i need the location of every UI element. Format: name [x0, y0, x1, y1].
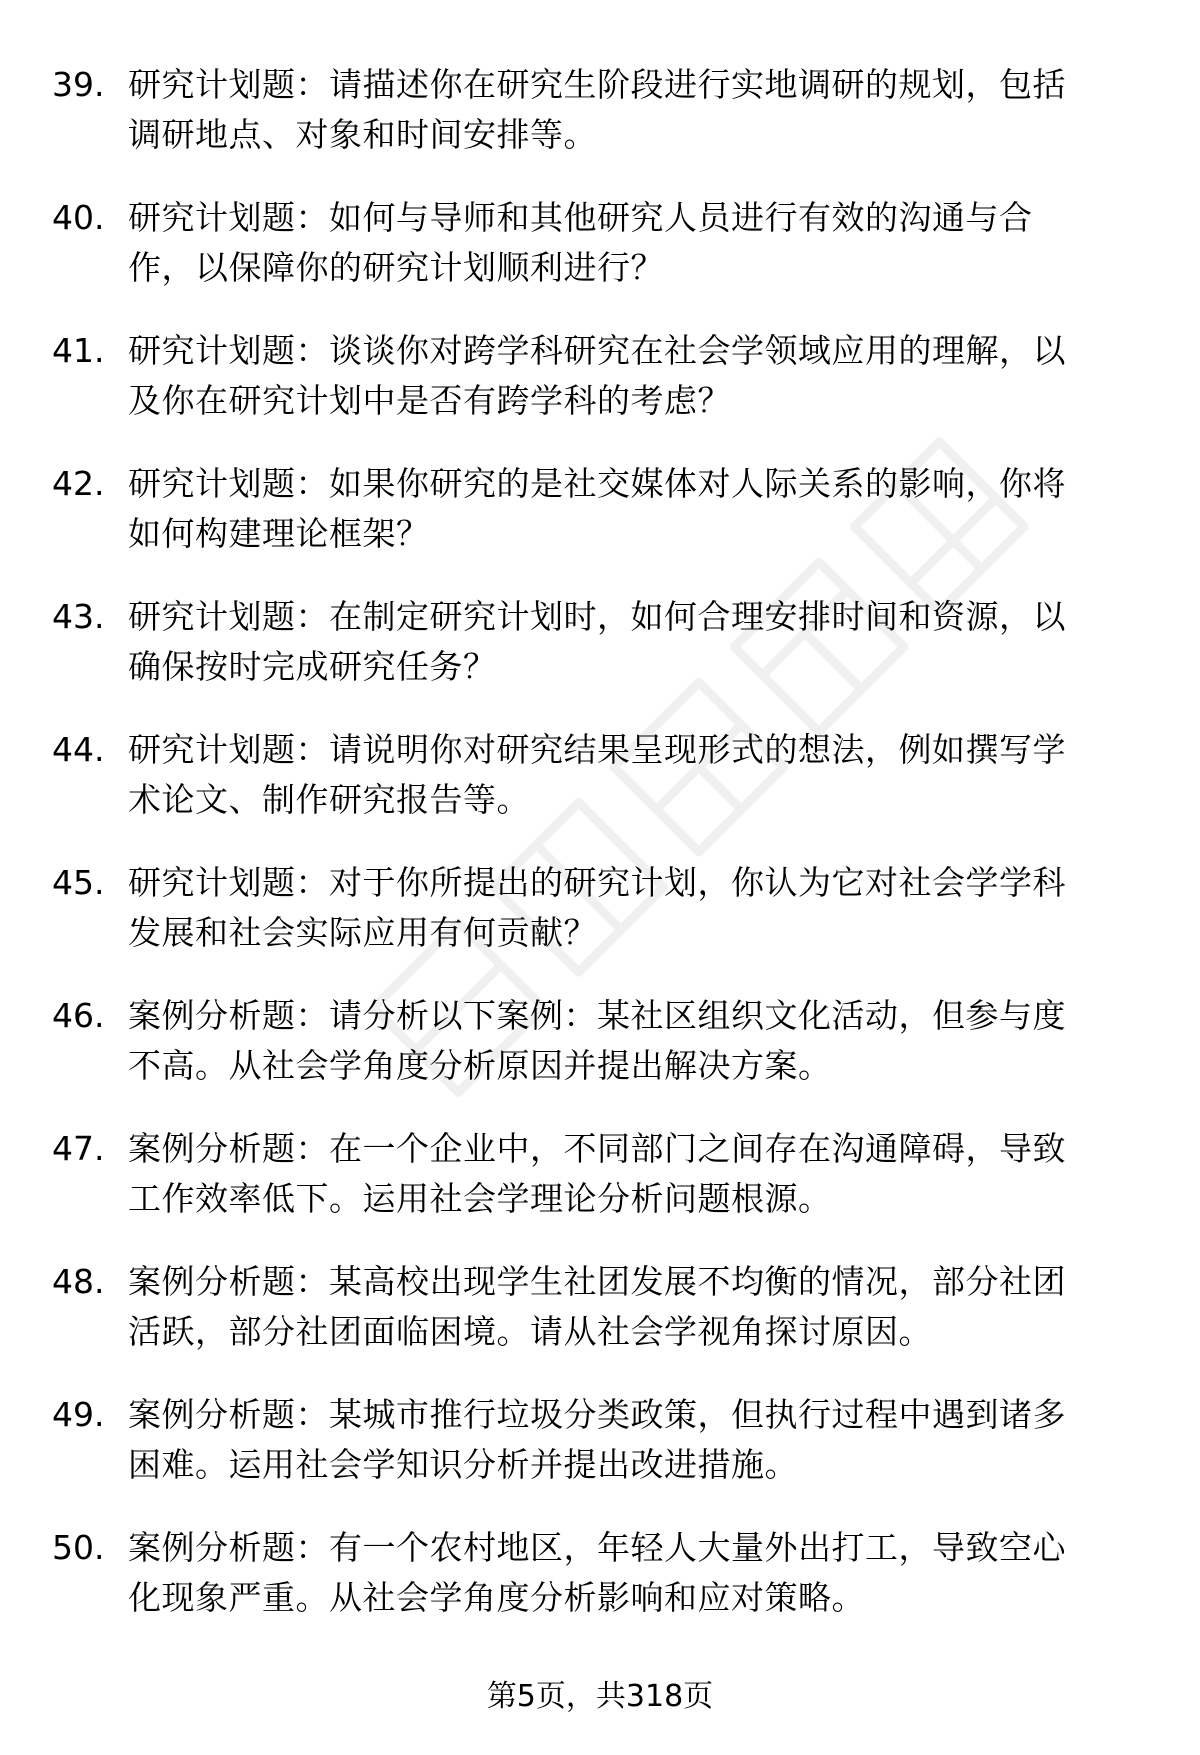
question-text [128, 1523, 1138, 1623]
question-text-line: 及你在研究计划中是否有跨学科的考虑？ [128, 381, 731, 420]
question-list [0, 60, 1200, 1656]
question-number: 39. [52, 65, 105, 104]
question-text-line: 案例分析题：某城市推行垃圾分类政策，但执行过程中遇到诸多 [128, 1395, 1066, 1434]
question-text-line: 研究计划题：谈谈你对跨学科研究在社会学领域应用的理解，以 [128, 331, 1066, 370]
question-item [0, 193, 1200, 296]
question-text-line: 确保按时完成研究任务？ [128, 647, 497, 686]
question-number: 44. [52, 730, 105, 769]
question-text [128, 1257, 1138, 1357]
question-item [0, 60, 1200, 163]
question-item [0, 326, 1200, 429]
question-text [128, 1124, 1138, 1224]
question-text [128, 991, 1138, 1091]
question-number: 43. [52, 597, 105, 636]
question-item [0, 1257, 1200, 1360]
question-text-line: 案例分析题：请分析以下案例：某社区组织文化活动，但参与度 [128, 996, 1066, 1035]
question-number: 49. [52, 1395, 105, 1434]
question-text [128, 858, 1138, 958]
question-item [0, 1390, 1200, 1493]
question-text-line: 研究计划题：请描述你在研究生阶段进行实地调研的规划，包括 [128, 65, 1066, 104]
question-text-line: 工作效率低下。运用社会学理论分析问题根源。 [128, 1179, 832, 1218]
question-number: 45. [52, 863, 105, 902]
question-text-line: 研究计划题：如果你研究的是社交媒体对人际关系的影响，你将 [128, 464, 1066, 503]
question-text-line: 研究计划题：如何与导师和其他研究人员进行有效的沟通与合 [128, 198, 1033, 237]
question-number: 47. [52, 1129, 105, 1168]
question-item [0, 459, 1200, 562]
question-item [0, 1124, 1200, 1227]
question-text-line: 案例分析题：在一个企业中，不同部门之间存在沟通障碍，导致 [128, 1129, 1066, 1168]
page-number-footer: 第5页，共318页 [486, 1679, 714, 1714]
question-number: 50. [52, 1528, 105, 1567]
question-text [128, 459, 1138, 559]
question-text-line: 研究计划题：在制定研究计划时，如何合理安排时间和资源，以 [128, 597, 1066, 636]
question-text [128, 193, 1138, 293]
question-item [0, 725, 1200, 828]
question-text-line: 案例分析题：某高校出现学生社团发展不均衡的情况，部分社团 [128, 1262, 1066, 1301]
question-number: 46. [52, 996, 105, 1035]
question-text-line: 术论文、制作研究报告等。 [128, 780, 530, 819]
question-text-line: 发展和社会实际应用有何贡献？ [128, 913, 597, 952]
question-text-line: 不高。从社会学角度分析原因并提出解决方案。 [128, 1046, 832, 1085]
question-text-line: 如何构建理论框架？ [128, 514, 430, 553]
question-text-line: 调研地点、对象和时间安排等。 [128, 115, 597, 154]
question-text-line: 活跃，部分社团面临困境。请从社会学视角探讨原因。 [128, 1312, 932, 1351]
question-text [128, 326, 1138, 426]
question-item [0, 592, 1200, 695]
question-item [0, 858, 1200, 961]
question-text [128, 725, 1138, 825]
question-text [128, 1390, 1138, 1490]
question-item [0, 1523, 1200, 1626]
question-text [128, 592, 1138, 692]
question-text-line: 困难。运用社会学知识分析并提出改进措施。 [128, 1445, 798, 1484]
question-number: 41. [52, 331, 105, 370]
question-text [128, 60, 1138, 160]
question-number: 48. [52, 1262, 105, 1301]
question-text-line: 作，以保障你的研究计划顺利进行？ [128, 248, 664, 287]
question-text-line: 研究计划题：请说明你对研究结果呈现形式的想法，例如撰写学 [128, 730, 1066, 769]
question-text-line: 案例分析题：有一个农村地区，年轻人大量外出打工，导致空心 [128, 1528, 1066, 1567]
question-text-line: 化现象严重。从社会学角度分析影响和应对策略。 [128, 1578, 865, 1617]
question-item [0, 991, 1200, 1094]
question-number: 40. [52, 198, 105, 237]
question-number: 42. [52, 464, 105, 503]
question-text-line: 研究计划题：对于你所提出的研究计划，你认为它对社会学学科 [128, 863, 1066, 902]
